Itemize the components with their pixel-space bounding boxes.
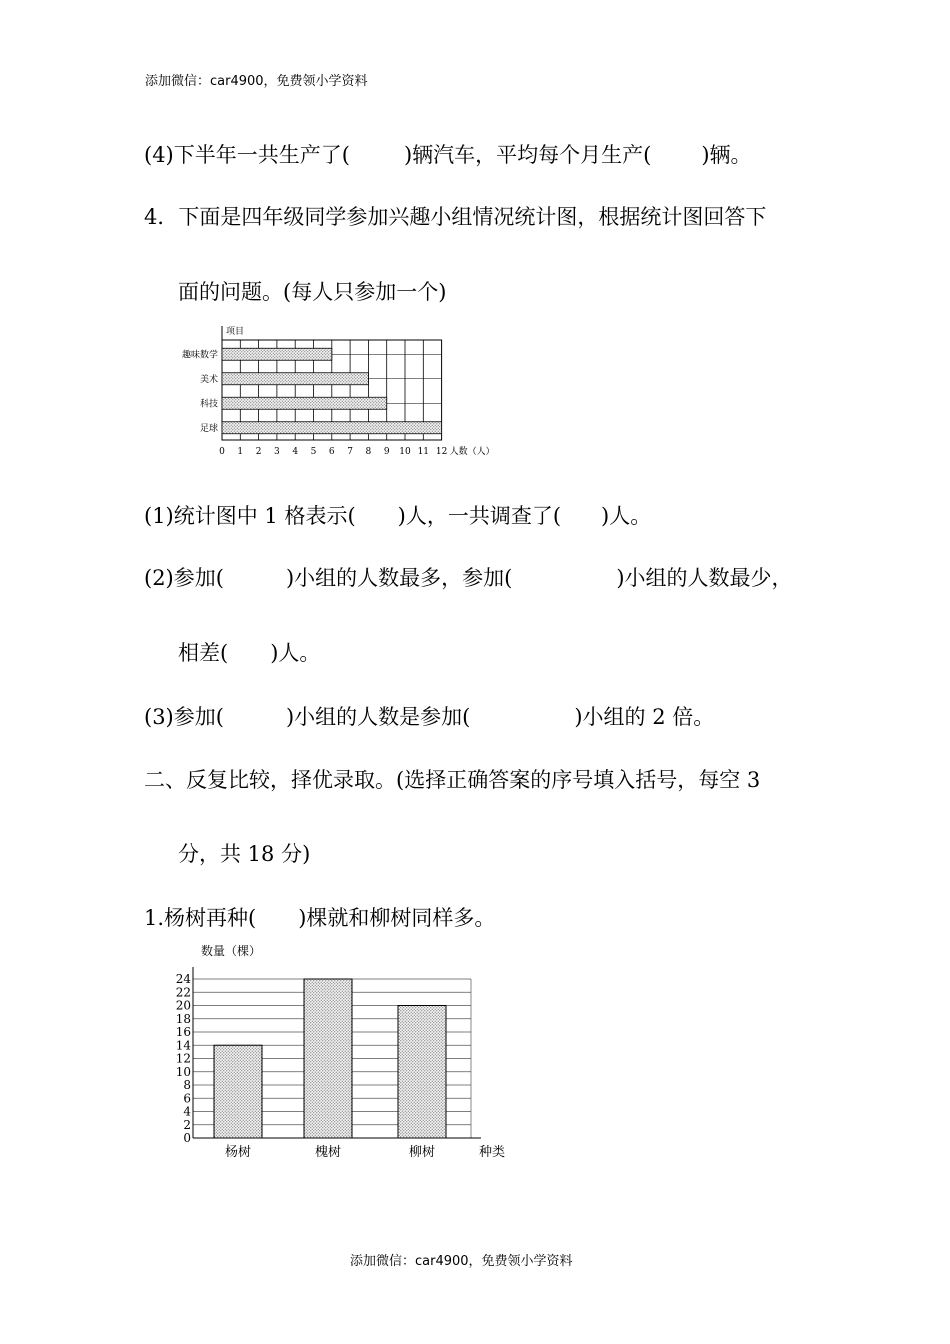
chart2-tick-label: 22: [175, 985, 191, 1000]
chart1-x-label: 人数（人）: [449, 447, 495, 457]
sub-question-1: [144, 500, 651, 530]
s2-part-a: (2)参加(: [144, 566, 224, 590]
chart1-bar: [222, 422, 442, 434]
chart1-tick-label: 0: [219, 447, 225, 457]
chart2-tick-label: 16: [175, 1025, 191, 1039]
chart1-tick-label: 5: [310, 447, 317, 457]
chart2-tick-label: 8: [183, 1078, 191, 1092]
q1-part-a: 1.杨树再种(: [144, 906, 257, 930]
chart1-tick-label: 6: [328, 447, 335, 457]
tree-count-chart: [160, 938, 510, 1168]
chart1-tick-label: 1: [237, 447, 244, 457]
chart1-bar: [222, 348, 332, 360]
q4-4-part-a: (4)下半年一共生产了(: [144, 143, 350, 167]
s1-part-c: )人。: [601, 504, 652, 528]
chart2-tick-label: 4: [183, 1104, 191, 1119]
chart2-bar: [304, 979, 352, 1138]
chart1-tick-label: 9: [383, 447, 390, 457]
chart1-tick-label: 3: [274, 447, 280, 457]
q1-part-b: )棵就和柳树同样多。: [298, 906, 496, 930]
s2b-part-a: 相差(: [178, 641, 229, 665]
chart1-tick-label: 12: [435, 447, 448, 457]
chart2-tick-label: 14: [175, 1038, 191, 1053]
chart2-category-label: 槐树: [314, 1145, 342, 1160]
s1-part-b: )人，一共调查了(: [397, 504, 562, 528]
q4-4-part-b: )辆汽车，平均每个月生产(: [403, 143, 652, 167]
chart2-tick-label: 6: [183, 1091, 191, 1106]
chart2-tick-label: 20: [175, 998, 191, 1013]
chart1-tick-label: 7: [347, 447, 353, 457]
chart1-bar: [222, 373, 368, 385]
s2-part-b: )小组的人数最多，参加(: [285, 566, 513, 590]
chart1-category-label: 美术: [199, 374, 218, 385]
chart2-tick-label: 2: [183, 1117, 191, 1132]
chart2-category-label: 柳树: [408, 1145, 436, 1160]
interest-group-chart: [160, 318, 520, 473]
chart1-tick-label: 4: [292, 447, 299, 457]
chart1-tick-label: 2: [255, 447, 262, 457]
chart2-category-label: 杨树: [224, 1145, 252, 1160]
footer-watermark: 添加微信：car4900，免费领小学资料: [350, 1254, 573, 1269]
chart2-bar: [398, 1006, 446, 1139]
s2-part-c: )小组的人数最少，: [616, 566, 793, 590]
sub-question-2-cont: [178, 637, 320, 667]
chart2-tick-label: 0: [183, 1131, 191, 1145]
chart2-tick-label: 12: [175, 1051, 191, 1066]
chart2-tick-label: 10: [175, 1064, 191, 1079]
question-1: [144, 902, 495, 932]
header-watermark: 添加微信：car4900，免费领小学资料: [145, 74, 368, 89]
s3-part-c: )小组的 2 倍。: [574, 705, 715, 729]
section-2-title: 二、反复比较，择优录取。(选择正确答案的序号填入括号，每空 3: [144, 768, 761, 792]
chart2-x-label: 种类: [479, 1145, 506, 1160]
s3-part-a: (3)参加(: [144, 705, 224, 729]
chart2-tick-label: 18: [175, 1011, 191, 1026]
chart1-bar: [222, 397, 387, 409]
question-4-title-cont: 面的问题。(每人只参加一个): [178, 280, 447, 304]
s1-part-a: (1)统计图中 1 格表示(: [144, 504, 356, 528]
s2b-part-b: )人。: [270, 641, 321, 665]
chart1-tick-label: 11: [417, 447, 430, 457]
chart1-category-label: 足球: [199, 423, 218, 434]
section-2-title-cont: 分，共 18 分): [178, 842, 311, 866]
chart2-bar: [214, 1045, 262, 1138]
chart2-y-label: 数量（棵）: [201, 944, 262, 958]
chart2-tick-label: 24: [175, 972, 191, 986]
chart1-y-label: 项目: [226, 327, 245, 337]
sub-question-3: [144, 701, 714, 731]
question-4-4: [144, 139, 752, 169]
chart1-category-label: 科技: [199, 399, 218, 410]
sub-question-2: [144, 562, 793, 592]
q4-4-part-c: )辆。: [701, 143, 752, 167]
chart1-category-label: 趣味数学: [181, 350, 218, 361]
question-4-title: 4．下面是四年级同学参加兴趣小组情况统计图，根据统计图回答下: [144, 205, 767, 229]
chart1-tick-label: 10: [399, 447, 411, 457]
s3-part-b: )小组的人数是参加(: [285, 705, 471, 729]
chart1-tick-label: 8: [365, 447, 372, 457]
